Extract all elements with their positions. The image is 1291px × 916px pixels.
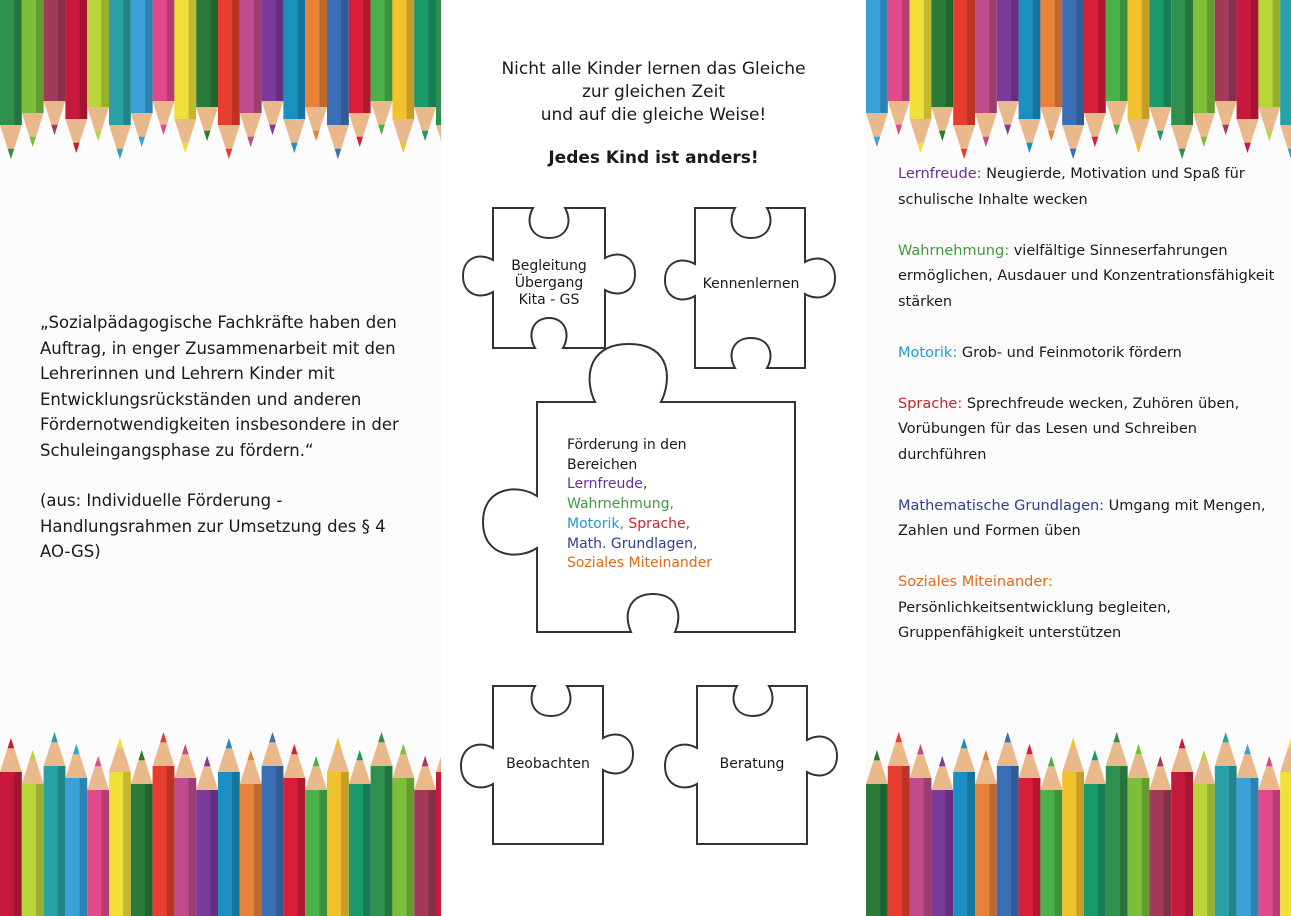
left-panel: [0, 0, 441, 916]
pencil-icon: [131, 750, 153, 916]
support-label-line: Förderung in den: [567, 437, 687, 453]
motto-line: Nicht alle Kinder lernen das Gleiche: [501, 59, 806, 79]
motto-line: und auf die gleiche Weise!: [540, 105, 767, 125]
area-entry-lernfreude: [898, 162, 1278, 213]
support-areas-list: [898, 162, 1278, 672]
area-text: Umgang mit Mengen, Zahlen und Formen üben: [898, 497, 1266, 539]
pencil-icon: [1215, 732, 1237, 916]
pencil-icon: [371, 732, 393, 916]
pencil-icon: [109, 0, 131, 159]
piece-label: Beobachten: [506, 756, 590, 772]
pencil-icon: [910, 744, 932, 916]
area-text: Persönlichkeitsentwicklung begleiten, Gruppenfähigkeit unterstützen: [898, 599, 1172, 641]
pencil-icon: [1237, 0, 1259, 153]
pencil-icon: [1280, 738, 1291, 916]
area-name: Motorik:: [898, 344, 958, 361]
piece-label-line: Übergang: [514, 275, 584, 291]
pencil-icon: [153, 732, 175, 916]
pencil-icon: [1062, 738, 1084, 916]
pencil-icon: [975, 750, 997, 916]
pencil-icon: [174, 0, 196, 153]
quote-block: [40, 310, 420, 565]
pencil-icon: [44, 732, 66, 916]
piece-label-line: Kita - GS: [518, 292, 580, 308]
area-entry-sprache: [898, 392, 1278, 469]
pencil-icon: [1106, 732, 1128, 916]
pencil-icon: [305, 756, 327, 916]
pencil-icon: [931, 756, 953, 916]
pencil-icon: [0, 0, 22, 159]
pencil-icon: [153, 0, 175, 135]
pencil-icon: [87, 0, 109, 141]
motto-headline: Jedes Kind ist anders!: [548, 148, 759, 168]
pencil-icon: [283, 0, 305, 153]
area-text: Sprechfreude wecken, Zuhören üben, Vorübungen für das Lesen und Schreiben durchführen: [898, 395, 1240, 463]
pencil-icon: [1062, 0, 1084, 159]
pencils-bottom-right-image: [866, 700, 1291, 916]
pencil-icon: [240, 750, 262, 916]
pencil-icon: [975, 0, 997, 147]
motto-line: zur gleichen Zeit: [581, 82, 726, 102]
pencils-top-left-image: [0, 0, 441, 196]
area-entry-soziales: [898, 570, 1278, 647]
puzzle-piece-observing: [455, 680, 645, 850]
pencil-icon: [1084, 0, 1106, 147]
pencil-icon: [1193, 750, 1215, 916]
pencil-icon: [866, 0, 888, 147]
pencil-icon: [262, 0, 284, 135]
pencil-icon: [997, 732, 1019, 916]
center-panel: [441, 0, 866, 916]
support-label-line: Bereichen: [567, 456, 638, 473]
pencil-icon: [1019, 744, 1041, 916]
support-areas-label: [567, 436, 712, 574]
pencil-icon: [109, 738, 131, 916]
pencil-icon: [327, 738, 349, 916]
pencil-icon: [65, 0, 87, 153]
pencils-bottom-left-image: [0, 700, 441, 916]
support-area-mathematik: Math. Grundlagen,: [567, 535, 698, 552]
area-name: Wahrnehmung:: [898, 242, 1010, 259]
pencil-icon: [349, 750, 371, 916]
support-area-sprache: Sprache,: [628, 515, 691, 532]
pencil-icon: [1128, 744, 1150, 916]
piece-label-line: Begleitung: [511, 258, 587, 274]
pencil-icon: [131, 0, 153, 147]
pencil-icon: [1280, 0, 1291, 159]
pencil-icon: [1193, 0, 1215, 147]
pencil-icon: [392, 744, 414, 916]
pencil-icon: [1084, 750, 1106, 916]
area-entry-motorik: [898, 341, 1278, 367]
piece-label: Kennenlernen: [702, 276, 800, 292]
pencil-icon: [1258, 0, 1280, 141]
area-entry-wahrnehmung: [898, 239, 1278, 316]
pencil-icon: [888, 0, 910, 135]
pencil-icon: [87, 756, 109, 916]
pencil-icon: [44, 0, 66, 135]
support-area-row: [567, 515, 712, 535]
quote-text: „Sozialpädagogische Fachkräfte haben den Auftrag, in enger Zusammenarbeit mit den Lehrerinnen und Lehrern Kinder mit Entwicklungsrückständen und anderen Fördernotwendigkeiten insbesondere in der Schuleingangsphase zu fördern.“: [40, 313, 399, 460]
pencil-icon: [1215, 0, 1237, 135]
support-area-motorik: Motorik,: [567, 515, 624, 532]
area-name: Lernfreude:: [898, 166, 982, 182]
pencil-icon: [1237, 744, 1259, 916]
motto: [441, 58, 866, 170]
pencil-icon: [953, 738, 975, 916]
pencil-icon: [65, 744, 87, 916]
pencil-icon: [327, 0, 349, 159]
piece-label: Beratung: [719, 756, 785, 772]
area-name: Soziales Miteinander:: [898, 574, 1053, 590]
pencil-icon: [414, 756, 436, 916]
pencil-icon: [1106, 0, 1128, 135]
area-text: vielfältige Sinneserfahrungen ermöglichen, Ausdauer und Konzentrationsfähigkeit stärken: [898, 242, 1275, 310]
puzzle-piece-counselling: [657, 680, 847, 850]
pencil-icon: [174, 744, 196, 916]
pencil-icon: [196, 0, 218, 141]
pencil-icon: [392, 0, 414, 153]
support-area-soziales: Soziales Miteinander: [567, 555, 713, 572]
pencil-icon: [262, 732, 284, 916]
pencil-icon: [1040, 0, 1062, 141]
pencil-icon: [910, 0, 932, 153]
pencil-icon: [349, 0, 371, 147]
area-entry-mathematik: [898, 494, 1278, 545]
pencil-icon: [1149, 756, 1171, 916]
pencil-icon: [0, 738, 22, 916]
pencil-icon: [997, 0, 1019, 135]
pencil-icon: [1040, 756, 1062, 916]
pencil-icon: [371, 0, 393, 135]
area-text: Neugierde, Motivation und Spaß für schulische Inhalte wecken: [898, 166, 1245, 208]
pencil-icon: [414, 0, 436, 141]
pencil-icon: [240, 0, 262, 147]
pencil-icon: [1258, 756, 1280, 916]
pencil-icon: [283, 744, 305, 916]
pencil-icon: [218, 0, 240, 159]
pencil-icon: [1149, 0, 1171, 141]
support-area-wahrnehmung: Wahrnehmung,: [567, 496, 674, 513]
pencil-icon: [888, 732, 910, 916]
pencil-icon: [22, 750, 44, 916]
pencil-icon: [22, 0, 44, 147]
pencil-icon: [1171, 0, 1193, 159]
area-name: Mathematische Grundlagen:: [898, 497, 1105, 514]
pencil-icon: [866, 750, 888, 916]
pencil-icon: [196, 756, 218, 916]
support-area-lernfreude: Lernfreude,: [567, 476, 648, 493]
pencil-icon: [1019, 0, 1041, 153]
right-panel: [866, 0, 1291, 916]
quote-source: (aus: Individuelle Förderung - Handlungsrahmen zur Umsetzung des § 4 AO-GS): [40, 491, 386, 561]
pencil-icon: [218, 738, 240, 916]
pencil-icon: [953, 0, 975, 159]
area-text: Grob- und Feinmotorik fördern: [957, 344, 1182, 361]
pencil-icon: [931, 0, 953, 141]
pencil-icon: [1171, 738, 1193, 916]
pencil-icon: [305, 0, 327, 141]
pencil-icon: [1128, 0, 1150, 153]
area-name: Sprache:: [898, 395, 963, 412]
